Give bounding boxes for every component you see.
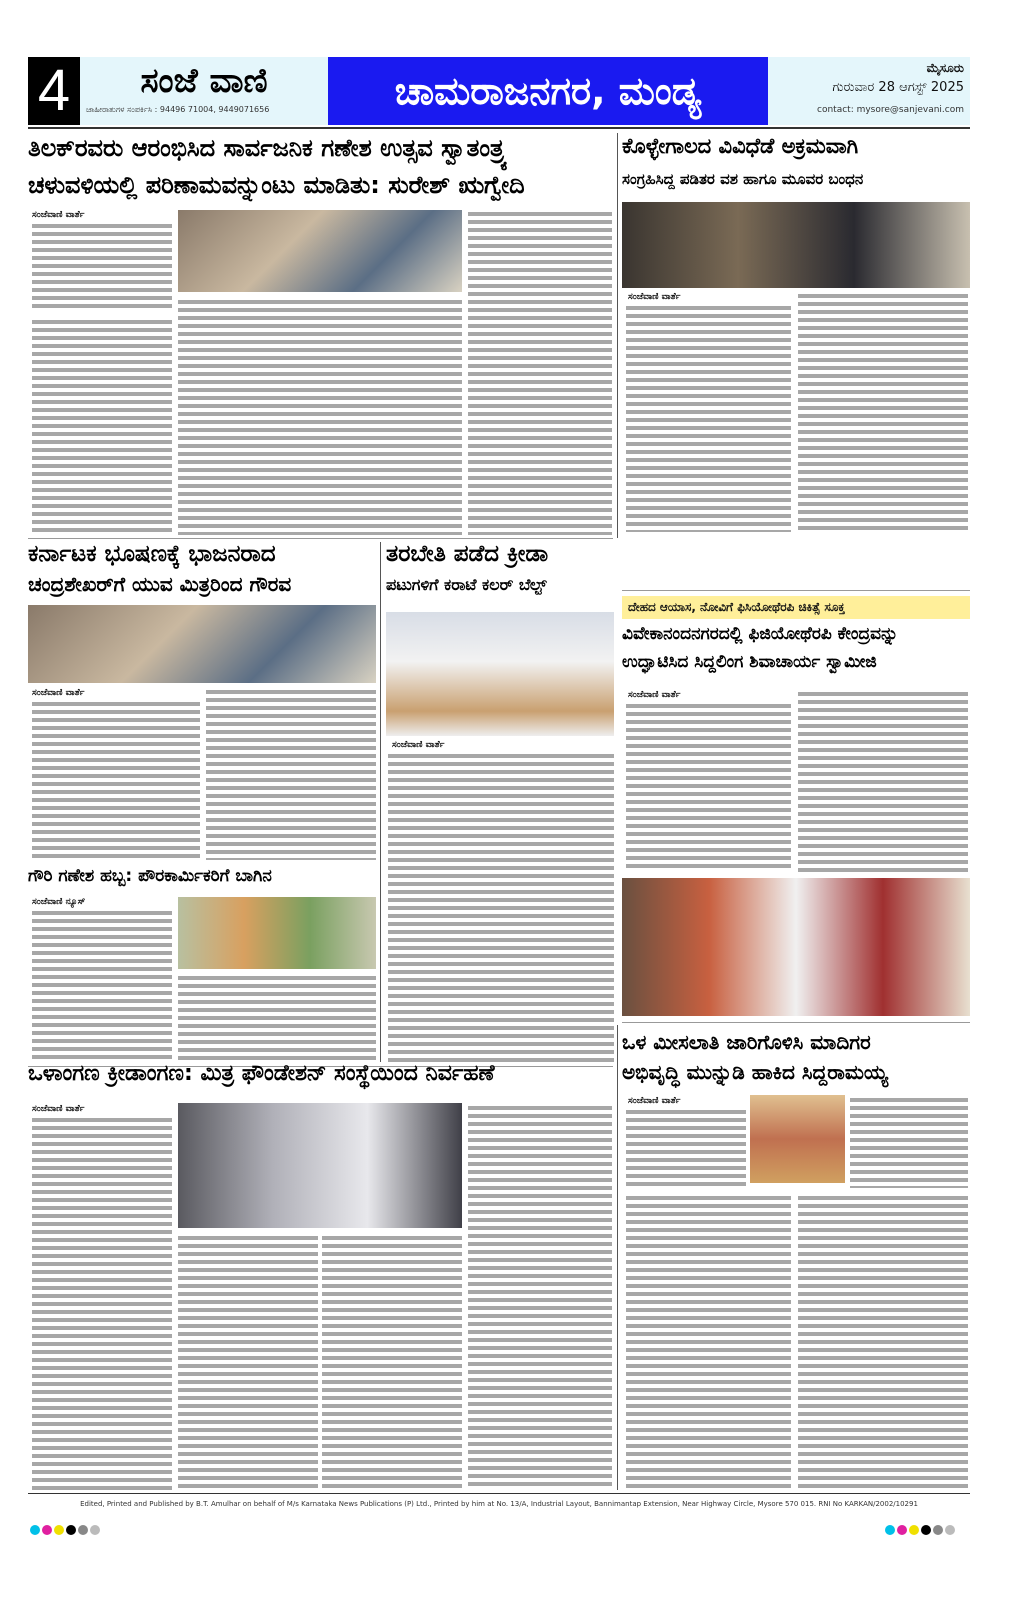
stadium-byline: ಸಂಜೆವಾಣಿ ವಾರ್ತೆ bbox=[32, 1104, 85, 1114]
reservation-body-2 bbox=[850, 1096, 968, 1188]
tilak-body-2 bbox=[32, 318, 172, 535]
gowri-headline: ಗೌರಿ ಗಣೇಶ ಹಬ್ಬ: ಪೌರಕಾರ್ಮಿಕರಿಗೆ ಬಾಗಿನ bbox=[28, 866, 272, 886]
physio-byline: ಸಂಜೆವಾಣಿ ವಾರ್ತೆ bbox=[628, 690, 681, 700]
stadium-photo bbox=[178, 1103, 462, 1228]
masthead-logo bbox=[80, 57, 328, 125]
date-block bbox=[768, 57, 970, 125]
tilak-body-4 bbox=[178, 298, 462, 535]
rule bbox=[622, 1022, 970, 1023]
karate-headline-2: ಪಟುಗಳಿಗೆ ಕರಾಟೆ ಕಲರ್ ಬೆಲ್ಟ್ bbox=[386, 575, 547, 594]
stadium-body-1 bbox=[32, 1116, 172, 1490]
tilak-headline-2: ಚಳುವಳಿಯಲ್ಲಿ ಪರಿಣಾಮವನ್ನುಂಟು ಮಾಡಿತು: ಸುರೇಶ್ ಋಗ್ವೇದಿ bbox=[28, 171, 525, 199]
footer-rule bbox=[28, 1493, 970, 1494]
edition-city: ಮೈಸೂರು bbox=[926, 61, 964, 75]
edition-date: ಗುರುವಾರ 28 ಆಗಸ್ಟ್ 2025 bbox=[832, 80, 964, 95]
kollegal-headline-2: ಸಂಗ್ರಹಿಸಿದ್ದ ಪಡಿತರ ವಶ ಹಾಗೂ ಮೂವರ ಬಂಧನ bbox=[622, 170, 864, 188]
page-number: 4 bbox=[28, 57, 80, 125]
header-rule bbox=[28, 127, 970, 129]
reservation-body-4 bbox=[798, 1194, 968, 1490]
column-divider bbox=[617, 1025, 618, 1490]
reservation-headline-2: ಅಭಿವೃದ್ಧಿ ಮುನ್ನುಡಿ ಹಾಕಿದ ಸಿದ್ದರಾಮಯ್ಯ bbox=[622, 1060, 889, 1084]
karate-photo bbox=[386, 612, 614, 736]
physio-headline-1: ವಿವೇಕಾನಂದನಗರದಲ್ಲಿ ಫಿಜಿಯೋಥೆರಪಿ ಕೇಂದ್ರವನ್ನು bbox=[622, 624, 899, 644]
physio-body-1 bbox=[626, 702, 791, 872]
bhushana-photo bbox=[28, 605, 376, 683]
stadium-headline: ಒಳಾಂಗಣ ಕ್ರೀಡಾಂಗಣ: ಮಿತ್ರ ಫೌಂಡೇಶನ್ ಸಂಸ್ಥೆಯಿಂದ ನಿರ್ವಹಣೆ bbox=[28, 1061, 495, 1086]
stadium-body-4 bbox=[468, 1104, 612, 1490]
karate-body bbox=[388, 752, 614, 1062]
gowri-byline: ಸಂಜೆವಾಣಿ ನ್ಯೂಸ್ bbox=[32, 897, 86, 907]
color-registration-right bbox=[885, 1520, 957, 1539]
rule bbox=[622, 590, 970, 591]
kollegal-headline-1: ಕೊಳ್ಳೇಗಾಲದ ವಿವಿಧೆಡೆ ಅಕ್ರಮವಾಗಿ bbox=[622, 134, 859, 158]
bhushana-headline-1: ಕರ್ನಾಟಕ ಭೂಷಣಕ್ಕೆ ಭಾಜನರಾದ bbox=[28, 541, 276, 567]
color-registration-left bbox=[30, 1520, 102, 1539]
karate-headline-1: ತರಬೇತಿ ಪಡೆದ ಕ್ರೀಡಾ bbox=[386, 541, 549, 567]
gowri-body-2 bbox=[178, 974, 376, 1062]
gowri-body-1 bbox=[32, 909, 172, 1062]
bhushana-body-2 bbox=[206, 688, 376, 860]
masthead-title: ಸಂಜೆ ವಾಣಿ bbox=[140, 61, 268, 101]
reservation-body-1 bbox=[626, 1108, 746, 1188]
reservation-headline-1: ಒಳ ಮೀಸಲಾತಿ ಜಾರಿಗೊಳಿಸಿ ಮಾದಿಗರ bbox=[622, 1030, 871, 1054]
column-divider bbox=[617, 133, 618, 538]
tilak-photo bbox=[178, 210, 462, 292]
reservation-byline: ಸಂಜೆವಾಣಿ ವಾರ್ತೆ bbox=[628, 1096, 681, 1106]
contact-email: contact: mysore@sanjevani.com bbox=[817, 105, 964, 115]
bhushana-headline-2: ಚಂದ್ರಶೇಖರ್‌ಗೆ ಯುವ ಮಿತ್ರರಿಂದ ಗೌರವ bbox=[28, 572, 292, 596]
physio-body-2 bbox=[798, 690, 968, 872]
district-banner: ಚಾಮರಾಜನಗರ, ಮಂಡ್ಯ bbox=[328, 57, 768, 125]
bhushana-body-1 bbox=[32, 700, 200, 860]
tilak-headline-1: ತಿಲಕ್‌ರವರು ಆರಂಭಿಸಿದ ಸಾರ್ವಜನಿಕ ಗಣೇಶ ಉತ್ಸವ ಸ್ವಾತಂತ್ರ್ಯ bbox=[28, 134, 508, 162]
physio-kicker: ದೇಹದ ಆಯಾಸ, ನೋವಿಗೆ ಫಿಸಿಯೋಥೆರಪಿ ಚಿಕಿತ್ಸೆ ಸೂಕ್ತ bbox=[622, 596, 970, 619]
rule bbox=[28, 538, 613, 539]
kollegal-photo bbox=[622, 202, 970, 288]
karate-byline: ಸಂಜೆವಾಣಿ ವಾರ್ತೆ bbox=[392, 740, 445, 750]
kollegal-byline: ಸಂಜೆವಾಣಿ ವಾರ್ತೆ bbox=[628, 292, 681, 302]
physio-headline-2: ಉದ್ಘಾಟಿಸಿದ ಸಿದ್ದಲಿಂಗ ಶಿವಾಚಾರ್ಯ ಸ್ವಾಮೀಜಿ bbox=[622, 652, 877, 672]
footer-imprint: Edited, Printed and Published by B.T. Amulhar on behalf of M/s Karnataka News Publications (P) Ltd., Printed by him at No. 13/A, Industrial Layout, Bannimantap Extension, Near Highway Circle, Mysore 570 015. RNI No KARKAN/2002/10291 bbox=[80, 1500, 918, 1508]
stadium-body-2 bbox=[178, 1234, 318, 1490]
tilak-body-1 bbox=[32, 222, 172, 312]
gowri-photo bbox=[178, 897, 376, 969]
bhushana-byline: ಸಂಜೆವಾಣಿ ವಾರ್ತೆ bbox=[32, 688, 85, 698]
tilak-body-3 bbox=[468, 210, 612, 535]
reservation-body-3 bbox=[626, 1194, 791, 1490]
stadium-body-3 bbox=[322, 1234, 462, 1490]
kollegal-body-2 bbox=[798, 292, 968, 532]
reservation-photo bbox=[750, 1095, 845, 1183]
tilak-byline: ಸಂಜೆವಾಣಿ ವಾರ್ತೆ bbox=[32, 210, 85, 220]
kollegal-body-1 bbox=[626, 304, 791, 532]
physio-photo bbox=[622, 878, 970, 1016]
masthead-phone: ಜಾಹೀರಾತುಗಳ ಸಂಪರ್ಕಿಸಿ : 94496 71004, 9449071656 bbox=[86, 105, 270, 114]
column-divider bbox=[380, 542, 381, 1062]
